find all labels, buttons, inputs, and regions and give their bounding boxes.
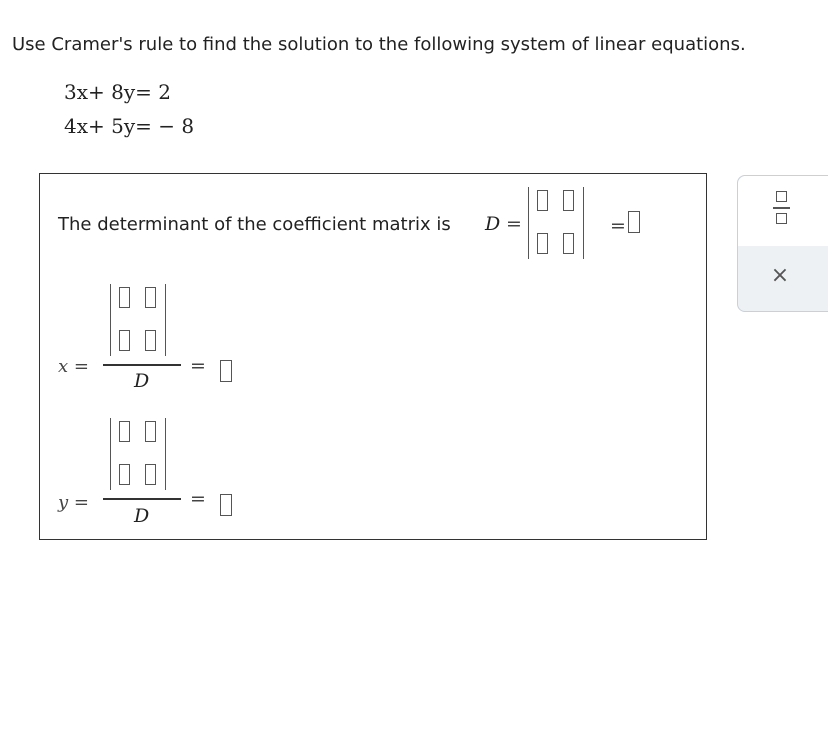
equals-sign: = bbox=[506, 213, 522, 235]
math-toolbar bbox=[737, 175, 828, 312]
y-entry-a22[interactable] bbox=[145, 464, 156, 485]
x-numerator-matrix bbox=[110, 284, 166, 356]
x-label: x = bbox=[58, 356, 89, 377]
det-entry-a12[interactable] bbox=[563, 190, 574, 211]
x-entry-a12[interactable] bbox=[145, 287, 156, 308]
y-entry-a11[interactable] bbox=[119, 421, 130, 442]
x-entry-a11[interactable] bbox=[119, 287, 130, 308]
det-entry-a21[interactable] bbox=[537, 233, 548, 254]
fraction-denominator-square bbox=[776, 213, 787, 224]
x-entry-a22[interactable] bbox=[145, 330, 156, 351]
y-entry-a12[interactable] bbox=[145, 421, 156, 442]
x-answer-input[interactable] bbox=[220, 360, 232, 382]
y-numerator-matrix bbox=[110, 418, 166, 490]
answer-panel bbox=[39, 173, 707, 540]
equation-2: 4x+ 5y= − 8 bbox=[64, 114, 195, 138]
x-entry-a21[interactable] bbox=[119, 330, 130, 351]
y-label: y = bbox=[58, 492, 89, 513]
equals-sign: = bbox=[190, 355, 206, 377]
question-instruction: Use Cramer's rule to find the solution to the following system of linear equations. bbox=[12, 34, 746, 55]
fraction-numerator-square bbox=[776, 191, 787, 202]
determinant-symbol: D bbox=[485, 213, 501, 235]
y-fraction-bar bbox=[103, 498, 181, 500]
y-denominator: D bbox=[134, 505, 150, 527]
equals-sign: = bbox=[190, 488, 206, 510]
y-answer-input[interactable] bbox=[220, 494, 232, 516]
determinant-label: The determinant of the coefficient matrix is bbox=[58, 214, 451, 235]
det-entry-a11[interactable] bbox=[537, 190, 548, 211]
coefficient-matrix bbox=[528, 187, 584, 259]
x-denominator: D bbox=[134, 370, 150, 392]
equals-sign: = bbox=[610, 215, 626, 237]
x-fraction-bar bbox=[103, 364, 181, 366]
equation-1: 3x+ 8y= 2 bbox=[64, 80, 171, 104]
y-entry-a21[interactable] bbox=[119, 464, 130, 485]
fraction-icon[interactable] bbox=[770, 191, 794, 225]
det-entry-a22[interactable] bbox=[563, 233, 574, 254]
fraction-bar bbox=[773, 207, 790, 209]
close-icon[interactable]: × bbox=[770, 263, 790, 288]
determinant-answer-input[interactable] bbox=[628, 211, 640, 233]
